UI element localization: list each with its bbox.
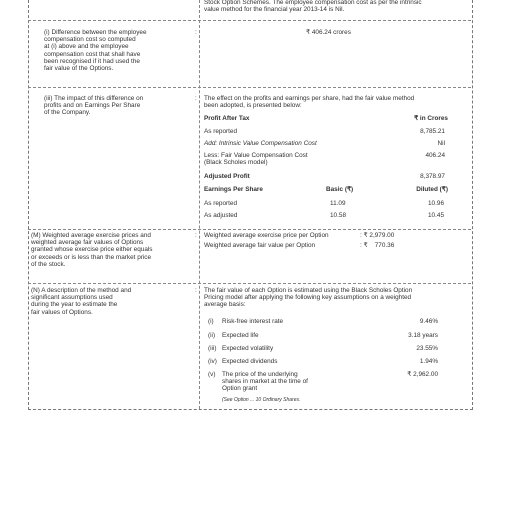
profit-row-label: Less: Fair Value Compensation Cost (Black Scholes model) — [204, 152, 308, 167]
profit-row-value: 406.24 — [425, 152, 445, 159]
row-divider — [28, 20, 471, 21]
assumption-number: (v) — [208, 371, 216, 378]
row-iii-label: (iii) The impact of this difference on profits and on Earnings Per Share of the Company. — [44, 95, 144, 117]
row-m-colon: : — [195, 232, 197, 239]
profit-row-label: As reported — [204, 128, 238, 135]
profit-row-value: 8,785.21 — [420, 128, 445, 135]
row-i-label: (i) Difference between the employee compensation cost so computed at (i) above and the employee compensation cost that shall have been recognised if it had used the fair value of the Options. — [44, 29, 147, 73]
eps-diluted-value: 10.96 — [428, 200, 444, 207]
row-divider — [28, 229, 471, 230]
assumption-number: (iv) — [208, 358, 217, 365]
assumption-value: 23.55% — [416, 345, 438, 352]
profit-row-label: Add: Intrinsic Value Compensation Cost — [204, 140, 317, 147]
assumption-value: 1.94% — [419, 358, 438, 365]
weighted-exercise-price-label: Weighted average exercise price per Option — [204, 232, 329, 239]
eps-basic-value: 10.58 — [330, 212, 346, 219]
eps-row-label: As adjusted — [204, 212, 238, 219]
assumption-number: (ii) — [208, 332, 216, 339]
weighted-fair-value-label: Weighted average fair value per Option — [204, 242, 316, 249]
weighted-fair-value-value: : ₹ 770.36 — [360, 242, 395, 249]
assumption-label: Expected life — [222, 332, 259, 339]
assumption-label: The price of the underlying shares in market at the time of Option grant — [222, 371, 308, 393]
row-iii-colon: : — [195, 95, 197, 102]
assumption-label: Expected dividends — [222, 358, 278, 365]
adjusted-profit-label: Adjusted Profit — [204, 173, 250, 180]
top-note: Stock Option Schemes. The employee compensation cost as per the intrinsic value method for the financial year 2013-14 is Nil. — [204, 0, 422, 14]
column-divider — [199, 0, 200, 409]
row-divider — [28, 87, 471, 88]
assumption-value: ₹ 2,962.00 — [407, 371, 438, 378]
row-n-colon: : — [195, 287, 197, 294]
assumption-label: Risk-free interest rate — [222, 318, 284, 325]
adjusted-profit-value: 8,378.97 — [420, 173, 445, 180]
assumption-value: 3.18 years — [408, 332, 438, 339]
row-i-colon: : — [195, 29, 197, 36]
footnote: (See Option ... 10 Ordinary Shares. — [222, 397, 301, 403]
assumption-number: (i) — [208, 318, 214, 325]
row-m-label: (M) Weighted average exercise prices and weighted average fair values of Options granted whose exercise price either equals or exceeds or is less than the market price of the stock. — [31, 232, 153, 268]
eps-diluted-value: 10.45 — [428, 212, 444, 219]
row-iii-intro: The effect on the profits and earnings per share, had the fair value method been adopted, is presented below: — [204, 95, 415, 110]
diluted-header: Diluted (₹) — [416, 186, 448, 193]
eps-header: Earnings Per Share — [204, 186, 263, 193]
assumption-label: Expected volatility — [222, 345, 274, 352]
eps-row-label: As reported — [204, 200, 238, 207]
profit-after-tax-header: Profit After Tax — [204, 115, 250, 122]
row-n-intro: The fair value of each Option is estimated using the Black Scholes Option Pricing model after applying the following key assumptions on a weighted average basis: — [204, 287, 413, 309]
assumption-value: 9.46% — [419, 318, 438, 325]
eps-basic-value: 11.09 — [330, 200, 346, 207]
assumption-number: (iii) — [208, 345, 217, 352]
profit-row-value: Nil — [437, 140, 445, 147]
row-i-value: ₹ 406.24 crores — [306, 29, 351, 36]
weighted-exercise-price-value: : ₹ 2,979.00 — [360, 232, 395, 239]
row-n-label: (N) A description of the method and significant assumptions used during the year to estimate the fair values of Options. — [31, 287, 132, 316]
row-divider — [28, 283, 471, 284]
crores-header: ₹ in Crores — [414, 115, 448, 122]
basic-header: Basic (₹) — [326, 186, 354, 193]
